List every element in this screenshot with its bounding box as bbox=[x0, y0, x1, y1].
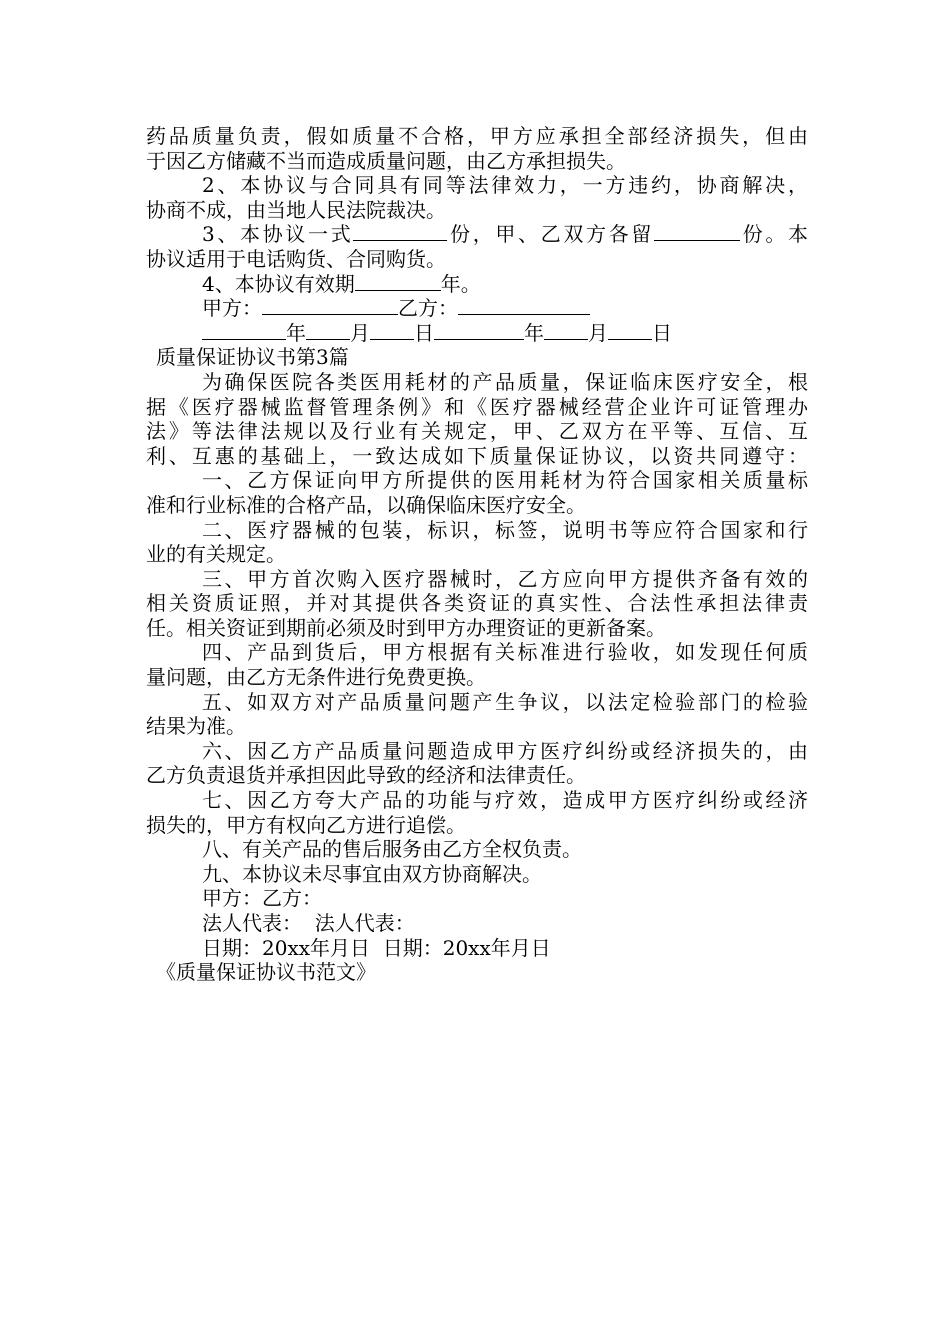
date-month: 月 bbox=[350, 320, 370, 345]
document-page bbox=[146, 124, 808, 985]
top-paragraphs bbox=[146, 124, 808, 222]
party-a-label: 甲方： bbox=[202, 296, 262, 321]
body-paragraph-line: 九、本协议未尽事宜由双方协商解决。 bbox=[202, 861, 542, 886]
body-paragraph-line: 准和行业标准的合格产品，以确保临床医疗安全。 bbox=[146, 492, 586, 517]
body-paragraph-line: 据《医疗器械监督管理条例》和《医疗器械经营企业许可证管理办 bbox=[146, 394, 808, 419]
body-paragraph-line: 损失的，甲方有权向乙方进行追偿。 bbox=[146, 812, 466, 837]
top-paragraph-line: 药品质量负责，假如质量不合格，甲方应承担全部经济损失，但由 bbox=[146, 124, 808, 148]
validity-text: 年。 bbox=[440, 271, 481, 296]
blank-field bbox=[654, 222, 740, 241]
blank-field bbox=[262, 296, 398, 315]
blank-field bbox=[202, 321, 286, 340]
blank-field bbox=[608, 321, 652, 340]
blank-field bbox=[434, 321, 524, 340]
blank-field bbox=[355, 272, 441, 291]
footer-title: 《质量保证协议书范文》 bbox=[156, 960, 376, 985]
top-paragraph-line: 2、本协议与合同具有同等法律效力，一方违约，协商解决， bbox=[202, 173, 808, 198]
date-month: 月 bbox=[588, 320, 608, 345]
copies-text: 份，甲、乙双方各留 bbox=[447, 222, 655, 247]
body-paragraph-line: 法》等法律法规以及行业有关规定，甲、乙双方在平等、互信、互 bbox=[146, 419, 808, 444]
agreement-body bbox=[146, 370, 808, 960]
body-paragraph-line: 二、医疗器械的包装，标识，标签，说明书等应符合国家和行 bbox=[202, 517, 808, 542]
body-paragraph-line: 利、互惠的基础上，一致达成如下质量保证协议，以资共同遵守： bbox=[146, 443, 808, 468]
validity-line bbox=[146, 272, 808, 297]
body-paragraph-line: 法人代表： 法人代表： bbox=[202, 911, 415, 935]
body-paragraph-line: 一、乙方保证向甲方所提供的医用耗材为符合国家相关质量标 bbox=[202, 468, 808, 493]
date-day: 日 bbox=[652, 320, 672, 345]
blank-field bbox=[458, 296, 590, 315]
top-paragraph-line: 协商不成，由当地人民法院裁决。 bbox=[146, 197, 446, 222]
date-day: 日 bbox=[414, 320, 434, 345]
body-paragraph-line: 业的有关规定。 bbox=[146, 542, 286, 567]
copies-line bbox=[146, 222, 808, 247]
blank-field bbox=[353, 222, 447, 241]
blank-field bbox=[306, 321, 350, 340]
body-paragraph-line: 为确保医院各类医用耗材的产品质量，保证临床医疗安全，根 bbox=[202, 369, 808, 394]
body-paragraph-line: 七、因乙方夸大产品的功能与疗效，造成甲方医疗纠纷或经济 bbox=[202, 788, 808, 813]
party-b-label: 乙方： bbox=[398, 296, 458, 321]
body-paragraph-line: 相关资质证照，并对其提供各类资证的真实性、合法性承担法律责 bbox=[146, 591, 808, 616]
body-paragraph-line: 量问题，由乙方无条件进行免费更换。 bbox=[146, 665, 486, 690]
body-paragraph-line: 六、因乙方产品质量问题造成甲方医疗纠纷或经济损失的，由 bbox=[202, 738, 808, 763]
signature-date-line bbox=[146, 321, 808, 346]
date-year: 年 bbox=[286, 320, 306, 345]
body-paragraph-line: 甲方：乙方： bbox=[202, 886, 322, 911]
copies-text: 份。本 bbox=[740, 222, 808, 247]
body-paragraph-line: 五、如双方对产品质量问题产生争议，以法定检验部门的检验 bbox=[202, 689, 808, 714]
copies-text: 3、本协议一式 bbox=[202, 222, 354, 247]
body-paragraph-line: 八、有关产品的售后服务由乙方全权负责。 bbox=[202, 837, 582, 862]
date-year: 年 bbox=[524, 320, 544, 345]
body-paragraph-line: 三、甲方首次购入医疗器械时，乙方应向甲方提供齐备有效的 bbox=[202, 566, 808, 591]
body-paragraph-line: 四、产品到货后，甲方根据有关标准进行验收，如发现任何质 bbox=[202, 640, 808, 665]
body-paragraph-line: 日期：20xx年月日 日期：20xx年月日 bbox=[202, 935, 551, 960]
body-paragraph-line: 结果为准。 bbox=[146, 714, 246, 739]
signature-parties-line bbox=[146, 296, 808, 321]
blank-field bbox=[370, 321, 414, 340]
body-paragraph-line: 乙方负责退货并承担因此导致的经济和法律责任。 bbox=[146, 763, 586, 788]
copies-line-2: 协议适用于电话购货、合同购货。 bbox=[146, 246, 446, 271]
validity-text: 4、本协议有效期 bbox=[202, 271, 355, 296]
section-title: 质量保证协议书第3篇 bbox=[156, 345, 349, 370]
body-paragraph-line: 任。相关资证到期前必须及时到甲方办理资证的更新备案。 bbox=[146, 615, 666, 640]
blank-field bbox=[544, 321, 588, 340]
top-paragraph-line: 于因乙方储藏不当而造成质量问题，由乙方承担损失。 bbox=[146, 148, 626, 173]
